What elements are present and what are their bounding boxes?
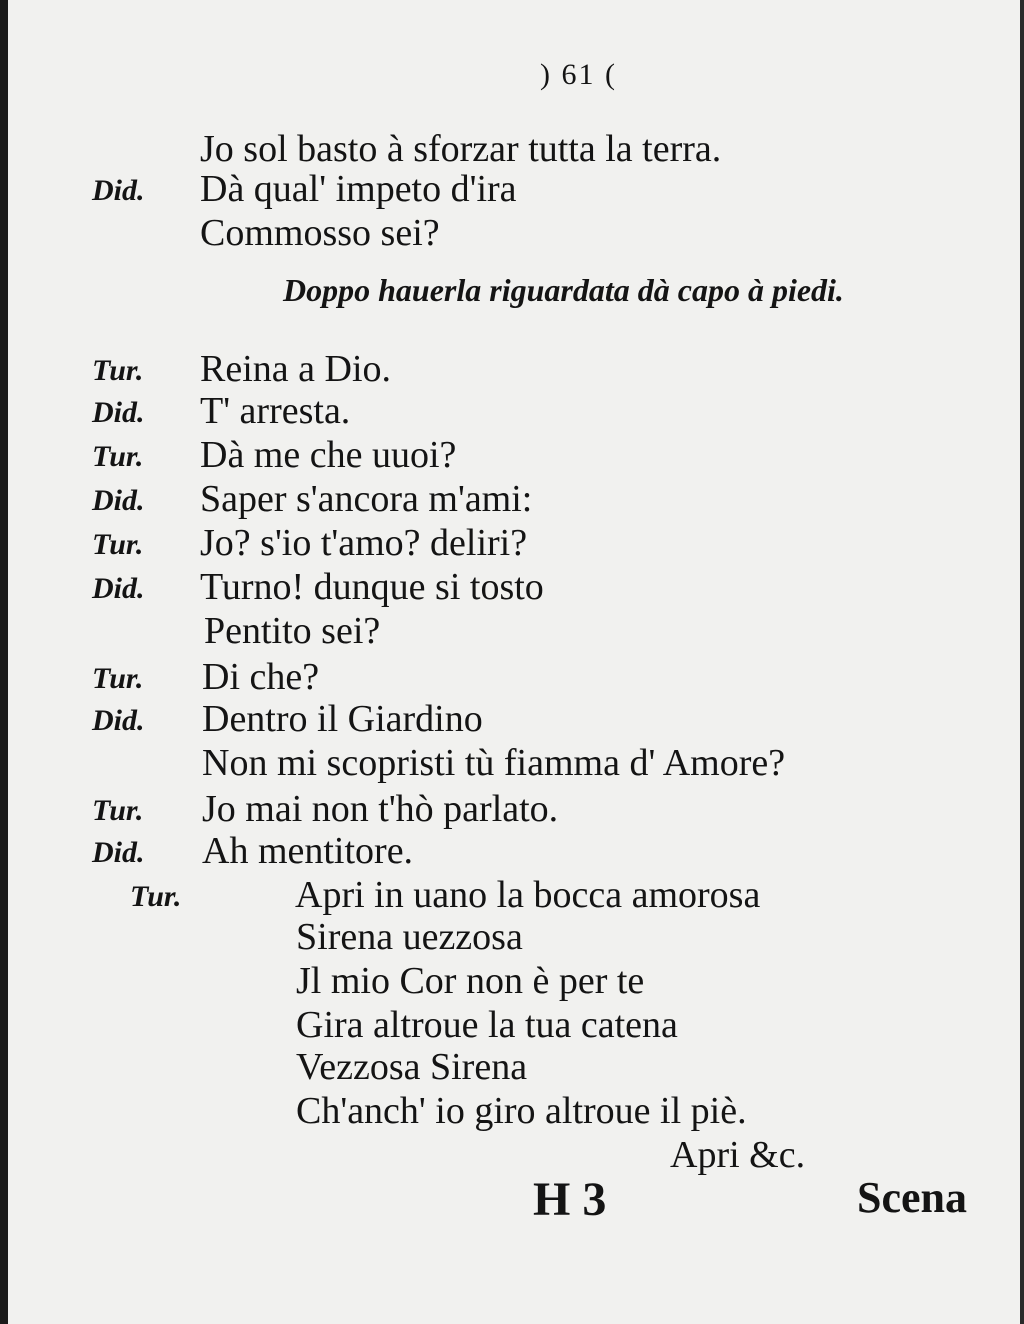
speaker-label: Did. [92,174,145,207]
verse-line: Dà qual' impeto d'ira [200,168,517,210]
aria-line: Gira altroue la tua catena [296,1004,678,1046]
aria-line: Vezzosa Sirena [296,1046,528,1088]
verse-line: Saper s'ancora m'ami: [200,478,533,520]
page-number: ) 61 ( [540,58,617,91]
aria-line: Sirena uezzosa [296,916,523,958]
speaker-label: Tur. [92,794,144,827]
verse-line: Non mi scopristi tù fiamma d' Amore? [202,742,786,784]
verse-line: Dà me che uuoi? [200,434,457,476]
speaker-label: Did. [92,484,145,517]
aria-line: Jl mio Cor non è per te [296,960,645,1002]
speaker-label: Did. [92,572,145,605]
speaker-label: Tur. [92,662,144,695]
scan-border-left [0,0,8,1324]
speaker-label: Did. [92,704,145,737]
verse-line: Dentro il Giardino [202,698,483,740]
stage-direction: Doppo hauerla riguardata dà capo à piedi. [283,272,844,308]
catchword: Scena [857,1173,967,1222]
speaker-label: Tur. [92,354,144,387]
verse-line: Turno! dunque si tosto [200,566,544,608]
verse-line: Reina a Dio. [200,348,392,390]
speaker-label: Tur. [92,440,144,473]
verse-line: Commosso sei? [200,212,440,254]
signature-mark: H 3 [533,1173,607,1226]
aria-line: Ch'anch' io giro altroue il piè. [296,1090,747,1132]
verse-line: Di che? [202,656,320,698]
speaker-label: Did. [92,836,145,869]
speaker-label: Tur. [130,880,182,913]
verse-line: Ah mentitore. [202,830,414,872]
aria-line: Apri in uano la bocca amorosa [295,874,761,916]
verse-line: Jo mai non t'hò parlato. [202,788,559,830]
verse-line: T' arresta. [200,390,351,432]
verse-line: Jo? s'io t'amo? deliri? [200,522,528,564]
verse-line: Pentito sei? [204,610,381,652]
speaker-label: Did. [92,396,145,429]
speaker-label: Tur. [92,528,144,561]
scan-border-right [1020,0,1024,1324]
aria-refrain: Apri &c. [670,1134,806,1176]
verse-line: Jo sol basto à sforzar tutta la terra. [200,128,722,170]
